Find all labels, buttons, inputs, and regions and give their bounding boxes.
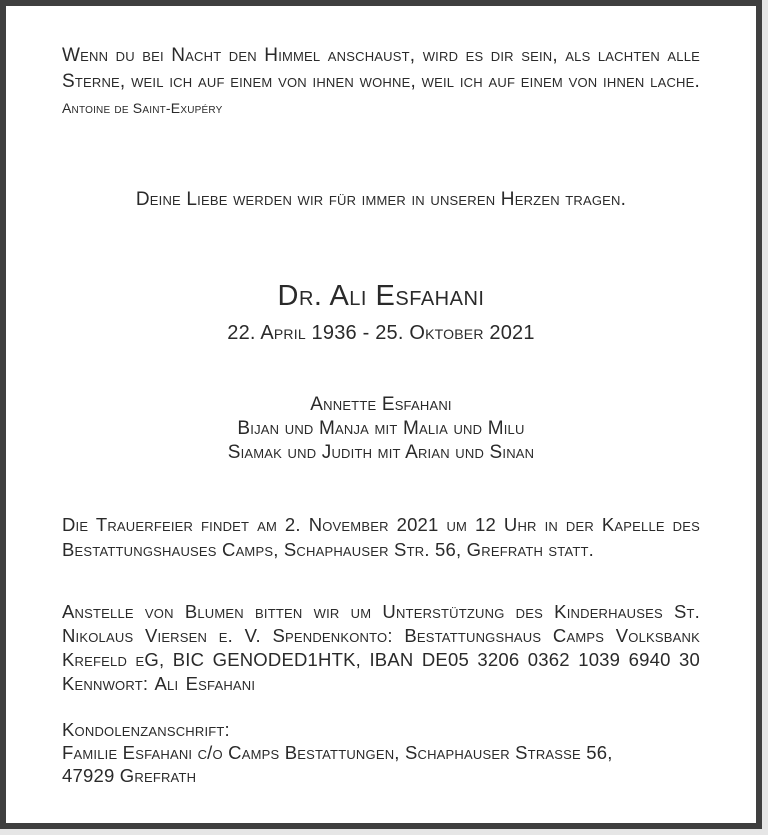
quote-text: Wenn du bei Nacht den Himmel anschaust, wird es dir sein, als lachten alle Sterne, weil ich auf einem von ihnen wohne, weil ich auf einem von ihnen lache. bbox=[62, 45, 700, 92]
family-member: Bijan und Manja mit Malia und Milu bbox=[237, 418, 525, 439]
ceremony-info: Die Trauerfeier findet am 2. November 2021 um 12 Uhr in der Kapelle des Bestattungshauses Camps, Schaphauser Str. 56, Grefrath statt. bbox=[62, 514, 700, 560]
love-line: Deine Liebe werden wir für immer in unseren Herzen tragen. bbox=[135, 189, 627, 210]
condolence-label: Kondolenzanschrift: bbox=[62, 719, 230, 740]
condolence-line-2: 47929 Grefrath bbox=[62, 765, 197, 786]
donation-info: Anstelle von Blumen bitten wir um Unterstützung des Kinderhauses St. Nikolaus Viersen e. V. Spendenkonto: Bestattungshaus Camps Volksbank Krefeld eG, BIC GENODED1HTK, IBAN DE05 3206 0362 1039 6940 30 Kennwort: Ali Esfahani bbox=[62, 601, 700, 694]
condolence-address bbox=[62, 718, 700, 787]
deceased-name: Dr. Ali Esfahani bbox=[277, 280, 485, 312]
life-dates: 22. April 1936 - 25. Oktober 2021 bbox=[227, 322, 535, 344]
family-member: Siamak und Judith mit Arian und Sinan bbox=[227, 442, 535, 463]
condolence-line-1: Familie Esfahani c/o Camps Bestattungen, Schaphauser Strasse 56, bbox=[62, 742, 613, 763]
quote-author: Antoine de Saint-Exupéry bbox=[62, 100, 223, 116]
family-member: Annette Esfahani bbox=[310, 394, 452, 415]
quote-block bbox=[62, 43, 700, 121]
family-list bbox=[62, 393, 700, 465]
obituary-notice bbox=[6, 6, 756, 823]
